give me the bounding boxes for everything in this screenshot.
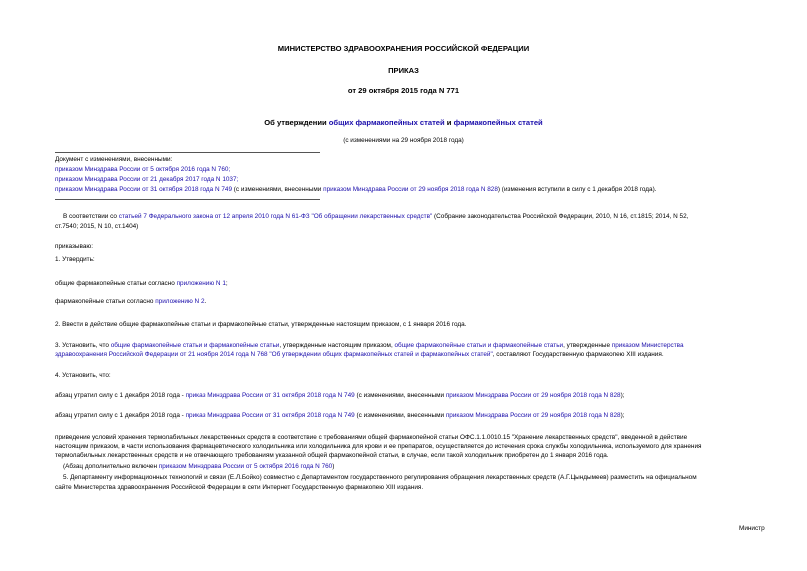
lost-1-text: абзац утратил силу с 1 декабря 2018 года -	[55, 392, 186, 399]
order-heading: ПРИКАЗ	[388, 66, 419, 75]
lost-2-link-828[interactable]: приказом Минздрава России от 29 ноября 2018 года N 828	[445, 412, 621, 419]
change-item-749-end: ) (изменения вступили в силу с 1 декабря 2018 года).	[497, 186, 657, 193]
lost-2-text: абзац утратил силу с 1 декабря 2018 года -	[55, 412, 186, 419]
lost-paragraph-1	[55, 392, 625, 400]
change-item-749-text: (с изменениями, внесенными	[232, 186, 324, 193]
change-link-1037[interactable]: приказом Минздрава России от 21 декабря 2017 года N 1037;	[55, 176, 239, 183]
item-1a-end: ;	[225, 280, 228, 287]
title-conjunction: и	[444, 118, 454, 127]
item-3-link-articles-2[interactable]: общие фармакопейные статьи и фармакопейные статьи	[394, 342, 564, 349]
item-3-line2-end: , составляют Государственную фармакопею XIII издания.	[492, 351, 664, 358]
item-1b	[55, 298, 206, 306]
appendix-1-link[interactable]: приложению N 1	[176, 280, 226, 287]
preamble-text: В соответствии со	[63, 213, 119, 220]
lost-1-link-828[interactable]: приказом Минздрава России от 29 ноября 2018 года N 828	[445, 392, 621, 399]
preamble-line1	[63, 213, 688, 221]
order-768-link[interactable]: здравоохранения Российской Федерации от 21 ноября 2014 года N 768 "Об утверждении общих фармакопейных статей и фармакопейных статей"	[55, 351, 493, 358]
divider-bottom	[55, 199, 320, 200]
changes-intro: Документ с изменениями, внесенными:	[55, 156, 173, 163]
added-note-end: )	[332, 463, 335, 470]
document-title	[0, 118, 807, 128]
item-3-link-order[interactable]: приказом Министерства	[611, 342, 684, 349]
change-link-749[interactable]: приказом Минздрава России от 31 октября 2018 года N 749	[55, 186, 233, 193]
title-link-general-articles[interactable]: общих фармакопейных статей	[328, 118, 445, 127]
item-3-text-a: 3. Установить, что	[55, 342, 111, 349]
item-3-line2	[55, 351, 664, 359]
revision-note: (с изменениями на 29 ноября 2018 года)	[343, 137, 464, 144]
item-1a	[55, 280, 228, 288]
storage-line2: настоящим приказом, в части использования фармацевтического холодильника или холодильника для крови и ее препаратов, осуществляется до истечения срока службы холодильника, используемого для хранения	[55, 443, 702, 450]
ministry-heading: МИНИСТЕРСТВО ЗДРАВООХРАНЕНИЯ РОССИЙСКОЙ ФЕДЕРАЦИИ	[277, 44, 530, 53]
added-note	[63, 463, 334, 471]
lost-2-mid: (с изменениями, внесенными	[354, 412, 446, 419]
preamble-source: (Собрание законодательства Российской Федерации, 2010, N 16, ст.1815; 2014, N 52,	[432, 213, 689, 220]
divider-top	[55, 152, 320, 153]
change-item-749	[55, 186, 657, 194]
preamble-line2: ст.7540; 2015, N 10, ст.1404)	[55, 223, 139, 230]
law-link[interactable]: статьей 7 Федерального закона от 12 апреля 2010 года N 61-ФЗ "Об обращении лекарственных средств"	[118, 213, 433, 220]
orders-word: приказываю:	[55, 243, 93, 250]
title-prefix: Об утверждении	[264, 118, 329, 127]
storage-line1: приведение условий хранения термолабильных лекарственных средств в соответствие с требованиями общей фармакопейной статьи ОФС.1.1.0010.15 "Хранение лекарственных средств", введенной в действие	[55, 434, 688, 441]
item-3-line1	[55, 342, 684, 350]
added-note-text: (Абзац дополнительно включен	[63, 463, 159, 470]
appendix-2-link[interactable]: приложению N 2	[155, 298, 205, 305]
change-link-828[interactable]: приказом Минздрава России от 29 ноября 2018 года N 828	[323, 186, 498, 193]
item-3-link-articles-1[interactable]: общие фармакопейные статьи и фармакопейные статьи	[110, 342, 280, 349]
order-date-number: от 29 октября 2015 года N 771	[347, 86, 460, 95]
item-3-text-c: , утвержденные	[563, 342, 612, 349]
item-4: 4. Установить, что:	[55, 372, 111, 379]
item-1b-text: фармакопейные статьи согласно	[55, 298, 156, 305]
lost-2-link-749[interactable]: приказ Минздрава России от 31 октября 2018 года N 749	[185, 412, 355, 419]
lost-paragraph-2	[55, 412, 625, 420]
item-3-text-b: , утвержденные настоящим приказом,	[279, 342, 395, 349]
item-1a-text: общие фармакопейные статьи согласно	[55, 280, 177, 287]
lost-1-mid: (с изменениями, внесенными	[354, 392, 446, 399]
item-2: 2. Ввести в действие общие фармакопейные статьи и фармакопейные статьи, утвержденные настоящим приказом, с 1 января 2016 года.	[55, 321, 467, 328]
lost-2-end: );	[620, 412, 625, 419]
item-1: 1. Утвердить:	[55, 256, 95, 263]
item-5-line1: 5. Департаменту информационных технологий и связи (Е.Л.Бойко) совместно с Департаментом государственного регулирования обращения лекарственных средств (А.Г.Цындымеев) разместить на официальном	[63, 474, 697, 481]
signature-title: Министр	[739, 525, 765, 532]
item-5-line2: сайте Министерства здравоохранения Российской Федерации в сети Интернет Государственную фармакопею XIII издания.	[55, 484, 424, 491]
item-1b-end: .	[204, 298, 207, 305]
lost-1-end: );	[620, 392, 625, 399]
lost-1-link-749[interactable]: приказ Минздрава России от 31 октября 2018 года N 749	[185, 392, 355, 399]
change-link-760[interactable]: приказом Минздрава России от 5 октября 2016 года N 760;	[55, 166, 231, 173]
title-link-articles[interactable]: фармакопейных статей	[453, 118, 543, 127]
storage-line3: термолабильных лекарственных средств и не отвечающего требованиям указанной общей фармакопейной статьи, в случае, если такой холодильник приобретен до 1 января 2016 года.	[55, 452, 609, 459]
added-note-link-760[interactable]: приказом Минздрава России от 5 октября 2016 года N 760	[158, 463, 333, 470]
